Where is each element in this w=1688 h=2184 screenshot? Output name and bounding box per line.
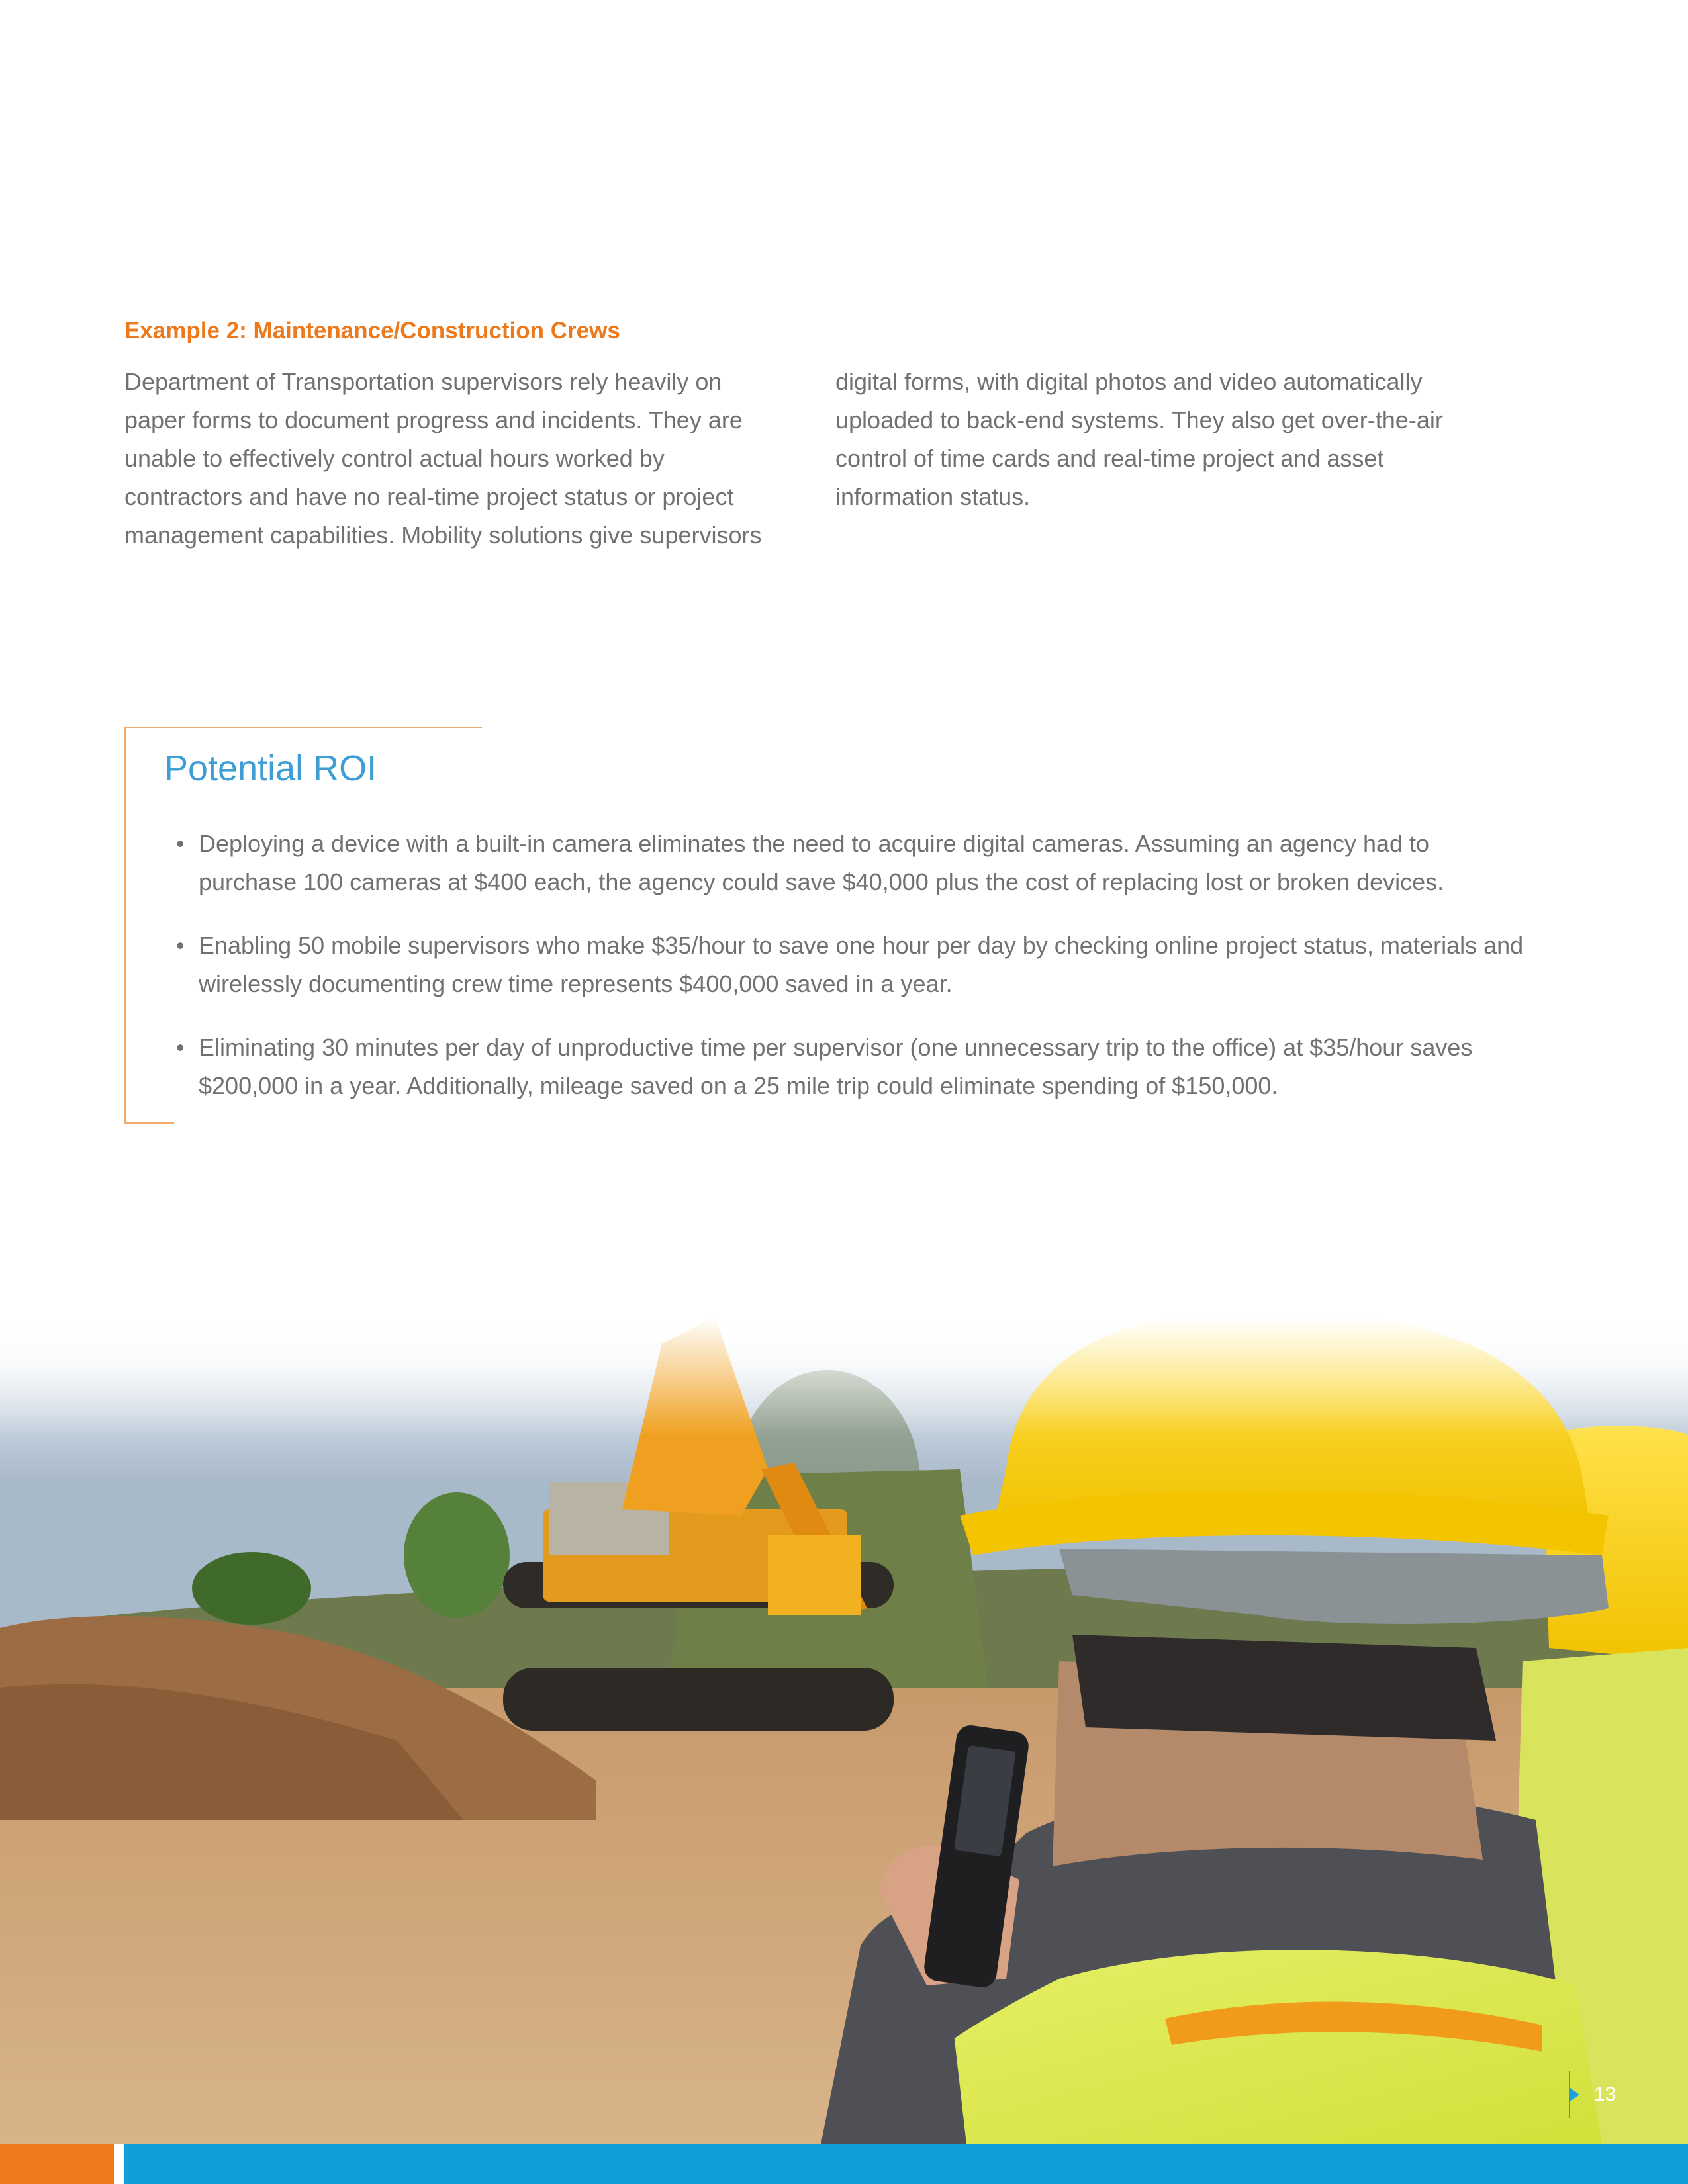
page-number-text: 13 <box>1594 2083 1617 2105</box>
roi-list-item <box>164 1028 1528 1105</box>
roi-list-item <box>164 825 1528 901</box>
potential-roi-box <box>124 727 1548 1124</box>
example-heading: Example 2: Maintenance/Construction Crews <box>124 318 620 343</box>
roi-list <box>164 825 1528 1130</box>
roi-item-text: Deploying a device with a built-in camera eliminates the need to acquire digital cameras. Assuming an agency had to purchase 100 cameras at $400 each, the agency could save $40,000 plus the cost of replacing lost or broken devices. <box>199 830 1444 895</box>
bullet-icon: • <box>176 1034 185 1061</box>
roi-item-text: Eliminating 30 minutes per day of unproductive time per supervisor (one unnecessary trip to the office) at $35/hour saves $200,000 in a year. Additionally, mileage saved on a 25 mile trip could eliminate spending of $150,000. <box>199 1034 1473 1099</box>
roi-title: Potential ROI <box>164 749 377 788</box>
page-number <box>1569 2071 1616 2118</box>
bullet-icon: • <box>176 830 185 857</box>
construction-site-photo <box>0 1317 1688 2144</box>
footer-blue-bar <box>124 2144 1688 2184</box>
footer-orange-bar <box>0 2144 114 2184</box>
roi-box-left-border <box>124 727 126 1124</box>
example-body-left-column: Department of Transportation supervisors rely heavily on paper forms to document progress and incidents. They are unable to effectively control actual hours worked by contractors and have no real-time project status or project management capabilities. Mobility solutions give supervisors <box>124 368 762 549</box>
roi-box-top-border <box>124 727 482 728</box>
roi-item-text: Enabling 50 mobile supervisors who make $35/hour to save one hour per day by checking online project status, materials and wirelessly documenting crew time represents $400,000 saved in a year. <box>199 932 1524 997</box>
arrow-right-icon <box>1570 2088 1579 2101</box>
example-body-right-column: digital forms, with digital photos and video automatically uploaded to back-end systems. They also get over-the-air control of time cards and real-time project and asset information status. <box>835 368 1443 510</box>
bullet-icon: • <box>176 932 185 959</box>
roi-list-item <box>164 927 1528 1003</box>
